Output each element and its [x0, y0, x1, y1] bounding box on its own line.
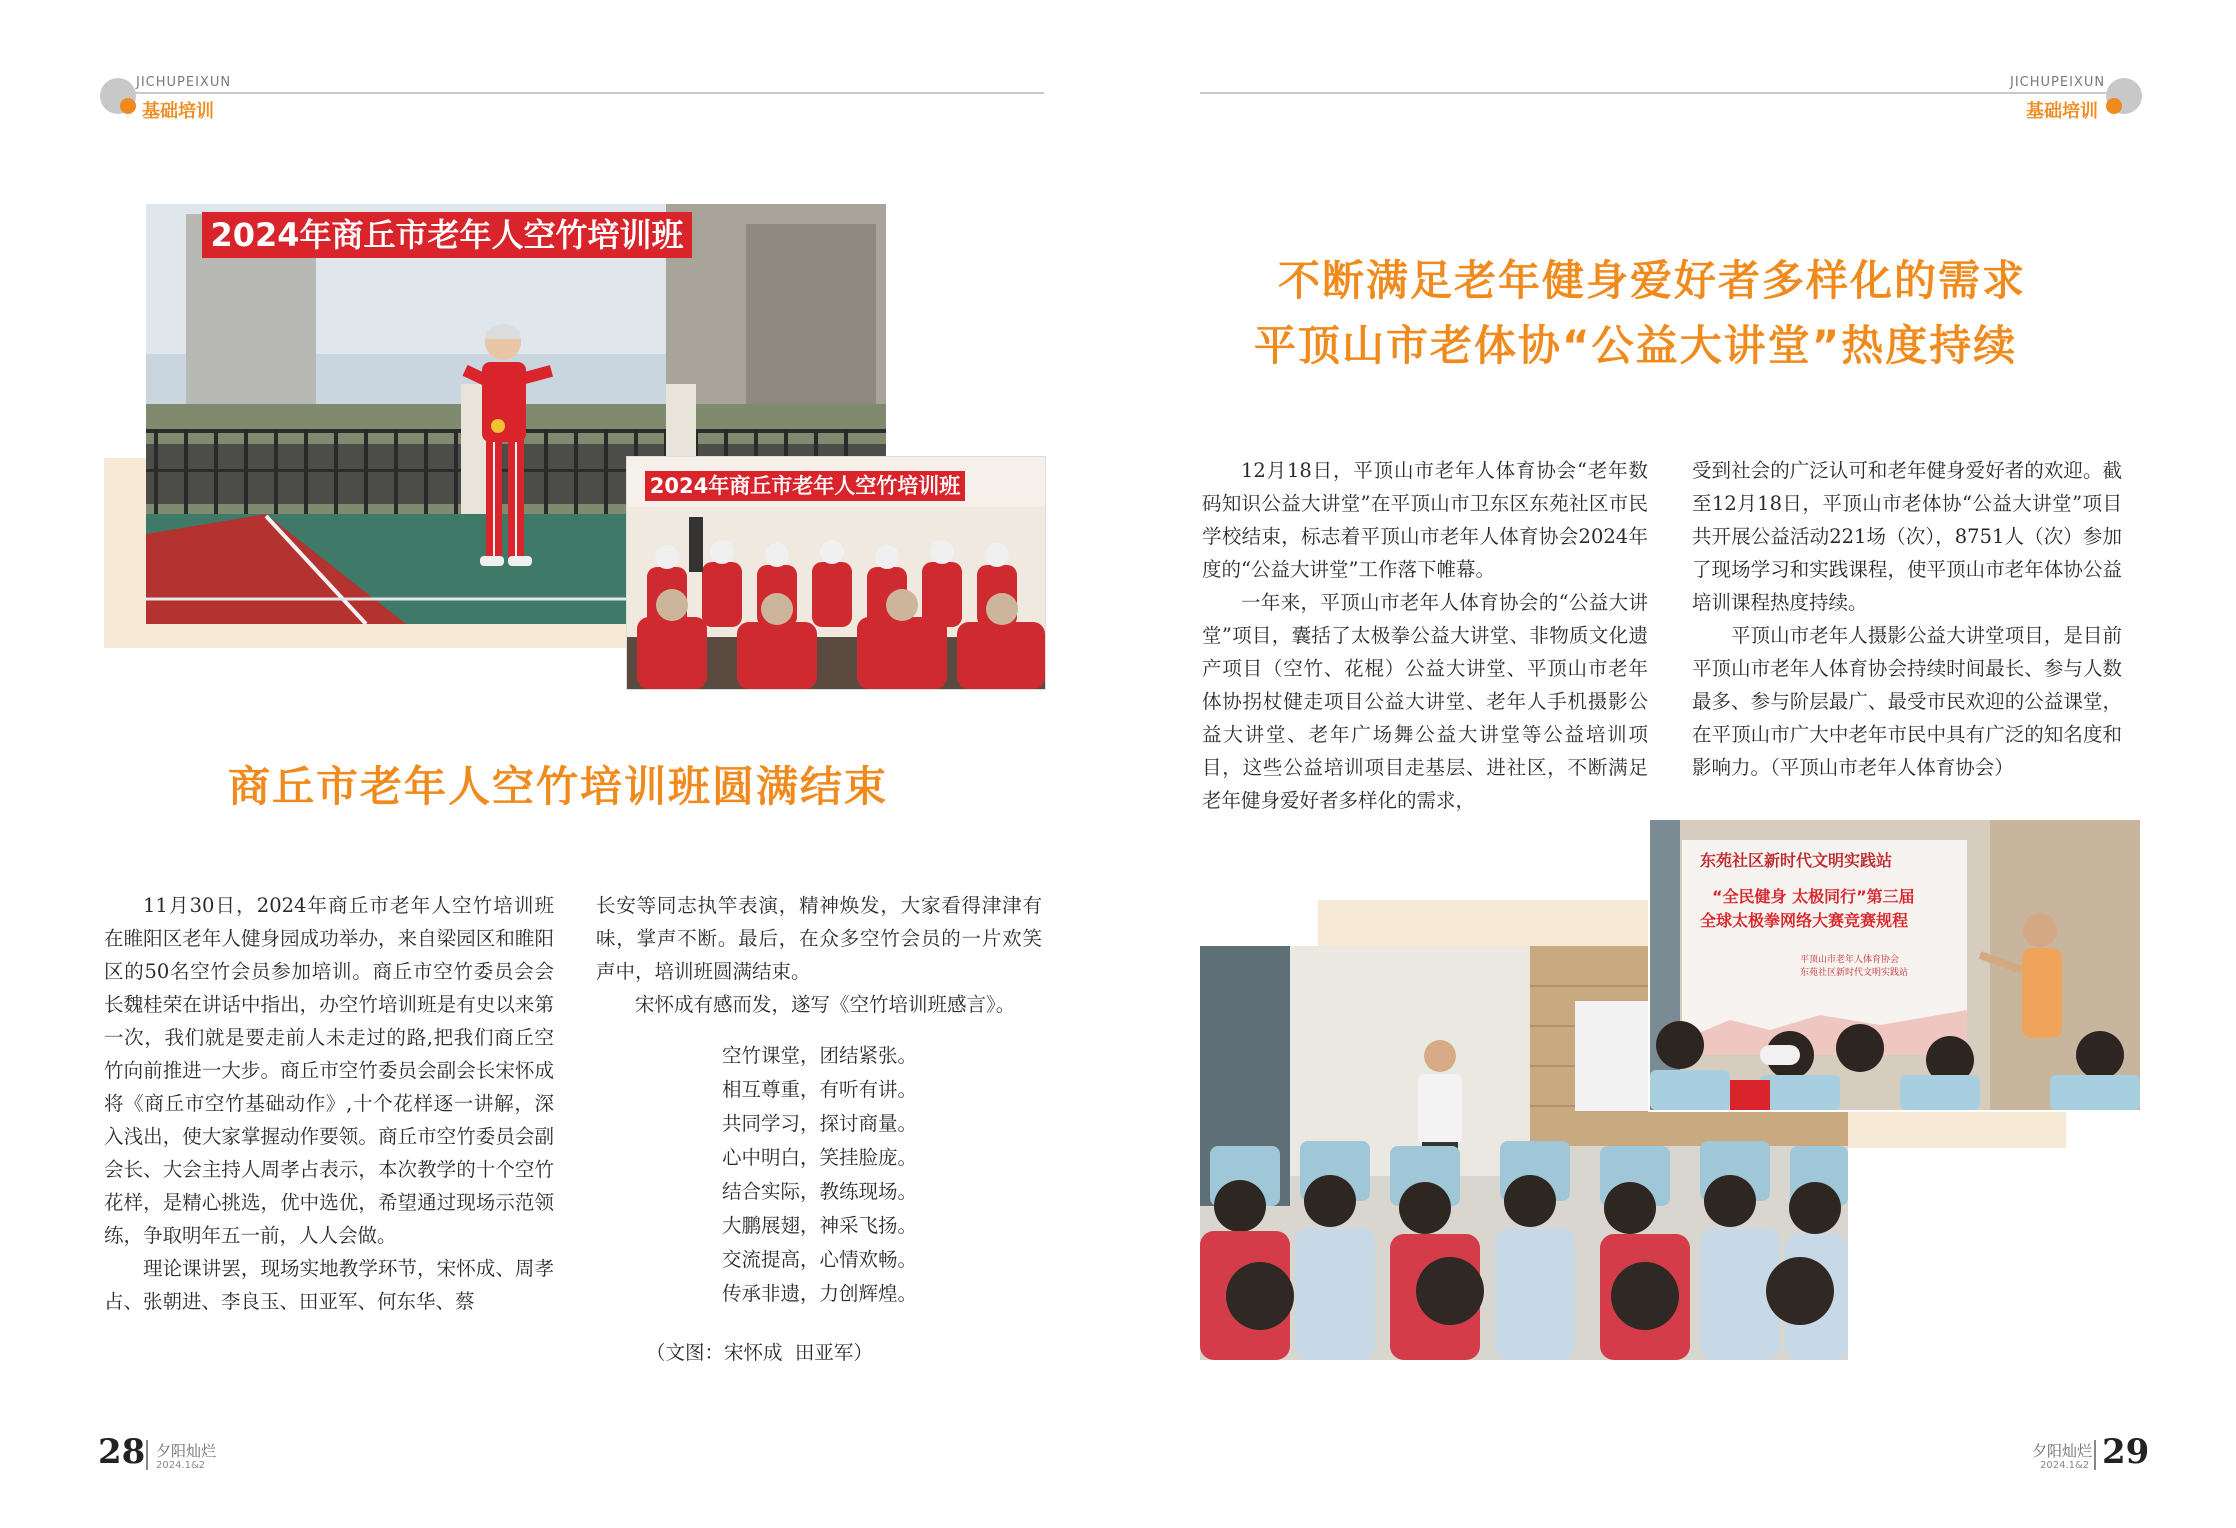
poem-line: 交流提高，心情欢畅。	[722, 1248, 918, 1271]
photo1-banner-text: 2024年商丘市老年人空竹培训班	[210, 216, 684, 254]
footer-left-divider	[146, 1440, 148, 1470]
footer-right-divider	[2094, 1440, 2096, 1470]
poem-line: 相互尊重，有听有讲。	[722, 1078, 918, 1101]
left-col1-para2: 理论课讲罢，现场实地教学环节，宋怀成、周孝占、张朝进、李良玉、田亚军、何东华、蔡	[104, 1257, 554, 1313]
left-article-credit: （文图：宋怀成 田亚军）	[646, 1341, 873, 1364]
photo2-banner-text: 2024年商丘市老年人空竹培训班	[649, 474, 961, 498]
screen-title: 东苑社区新时代文明实践站	[1700, 851, 1893, 870]
header-left-section-en: JICHUPEIXUN	[136, 75, 232, 90]
footer-right-magazine: 夕阳灿烂	[2032, 1442, 2093, 1460]
right-col2-lead: 受到社会的广泛认可和老年健身爱好者的欢迎。截至12月18日，平顶山市老体协“公益大讲堂”项目共开展公益活动221场（次），8751人（次）参加了现场学习和实践课程，使平顶山市老年体协公益培训课程热度持续。	[1692, 459, 2122, 614]
poem-line: 心中明白，笑挂脸庞。	[722, 1146, 918, 1169]
left-article-title: 商丘市老年人空竹培训班圆满结束	[228, 762, 889, 811]
left-col1-para1: 11月30日，2024年商丘市老年人空竹培训班在睢阳区老年人健身园成功举办，来自梁园区和睢阳区的50名空竹会员参加培训。商丘市空竹委员会会长魏桂荣在讲话中指出，办空竹培训班是有史以来第一次，我们就是要走前人未走过的路,把我们商丘空竹向前推进一大步。商丘市空竹委员会副会长宋怀成将《商丘市空竹基础动作》,十个花样逐一讲解，深入浅出，使大家掌握动作要领。商丘市空竹委员会副会长、大会主持人周孝占表示，本次教学的十个空竹花样，是精心挑选，优中选优，希望通过现场示范领练，争取明年五一前，人人会做。	[104, 894, 554, 1247]
header-right-dot	[2106, 98, 2122, 114]
right-article-col2	[1692, 454, 2122, 784]
left-col2-intro: 宋怀成有感而发，遂写《空竹培训班感言》。	[635, 993, 1016, 1016]
poem-line: 共同学习，探讨商量。	[722, 1112, 918, 1135]
left-col2-lead: 长安等同志执竿表演，精神焕发，大家看得津津有味，掌声不断。最后，在众多空竹会员的一片欢笑声中，培训班圆满结束。	[596, 894, 1042, 983]
photo2-banner	[645, 471, 965, 501]
header-right-section-en: JICHUPEIXUN	[2010, 75, 2106, 90]
right-article-col1	[1202, 454, 1648, 817]
photo1-banner	[202, 212, 692, 258]
poem-line: 大鹏展翅，神采飞扬。	[722, 1214, 918, 1237]
page-number-right: 29	[2102, 1432, 2150, 1472]
right-article-title-line1: 不断满足老年健身爱好者多样化的需求	[1278, 256, 2027, 305]
poem	[722, 1039, 917, 1311]
screen-line2: 全球太极拳网络大赛竞赛规程	[1700, 911, 1909, 930]
right-article-title-line2: 平顶山市老体协“公益大讲堂”热度持续	[1254, 321, 2018, 370]
header-left-section-cn: 基础培训	[142, 101, 214, 122]
photo-indoor-class	[626, 456, 1046, 690]
screen-small2: 东苑社区新时代文明实践站	[1800, 968, 1909, 978]
screen-line1: “全民健身 太极同行”第三届	[1712, 887, 1915, 906]
header-left-dot	[120, 98, 136, 114]
footer-right-issue: 2024.1&2	[2040, 1460, 2090, 1471]
right-col2-para: 平顶山市老年人摄影公益大讲堂项目，是目前平顶山市老年人体育协会持续时间最长、参与人数最多、参与阶层最广、最受市民欢迎的公益课堂，在平顶山市广大中老年市民中具有广泛的知名度和影响力。（平顶山市老年人体育协会）	[1692, 624, 2122, 779]
footer-left-magazine: 夕阳灿烂	[156, 1442, 217, 1460]
left-article-col1	[104, 889, 554, 1318]
right-col1-para2: 一年来，平顶山市老年人体育协会的“公益大讲堂”项目，囊括了太极拳公益大讲堂、非物质文化遗产项目（空竹、花棍）公益大讲堂、平顶山市老年体协拐杖健走项目公益大讲堂、老年人手机摄影公益大讲堂、老年广场舞公益大讲堂等公益培训项目，这些公益培训项目走基层、进社区，不断满足老年健身爱好者多样化的需求，	[1202, 591, 1648, 812]
right-col1-para1: 12月18日，平顶山市老年人体育协会“老年数码知识公益大讲堂”在平顶山市卫东区东苑社区市民学校结束，标志着平顶山市老年人体育协会2024年度的“公益大讲堂”工作落下帷幕。	[1202, 459, 1648, 581]
header-right-rule	[1200, 92, 2120, 94]
page-number-left: 28	[98, 1432, 146, 1472]
poem-line: 传承非遗，力创辉煌。	[722, 1282, 918, 1305]
poem-line: 空竹课堂，团结紧张。	[722, 1044, 918, 1067]
left-article-col2	[596, 889, 1042, 1021]
header-right-section-cn: 基础培训	[2026, 101, 2098, 122]
photo-projector	[1648, 818, 2142, 1112]
header-left-rule	[120, 92, 1044, 94]
poem-line: 结合实际，教练现场。	[722, 1180, 918, 1203]
screen-small1: 平顶山市老年人体育协会	[1800, 955, 1900, 965]
footer-left-issue: 2024.1&2	[156, 1460, 206, 1471]
